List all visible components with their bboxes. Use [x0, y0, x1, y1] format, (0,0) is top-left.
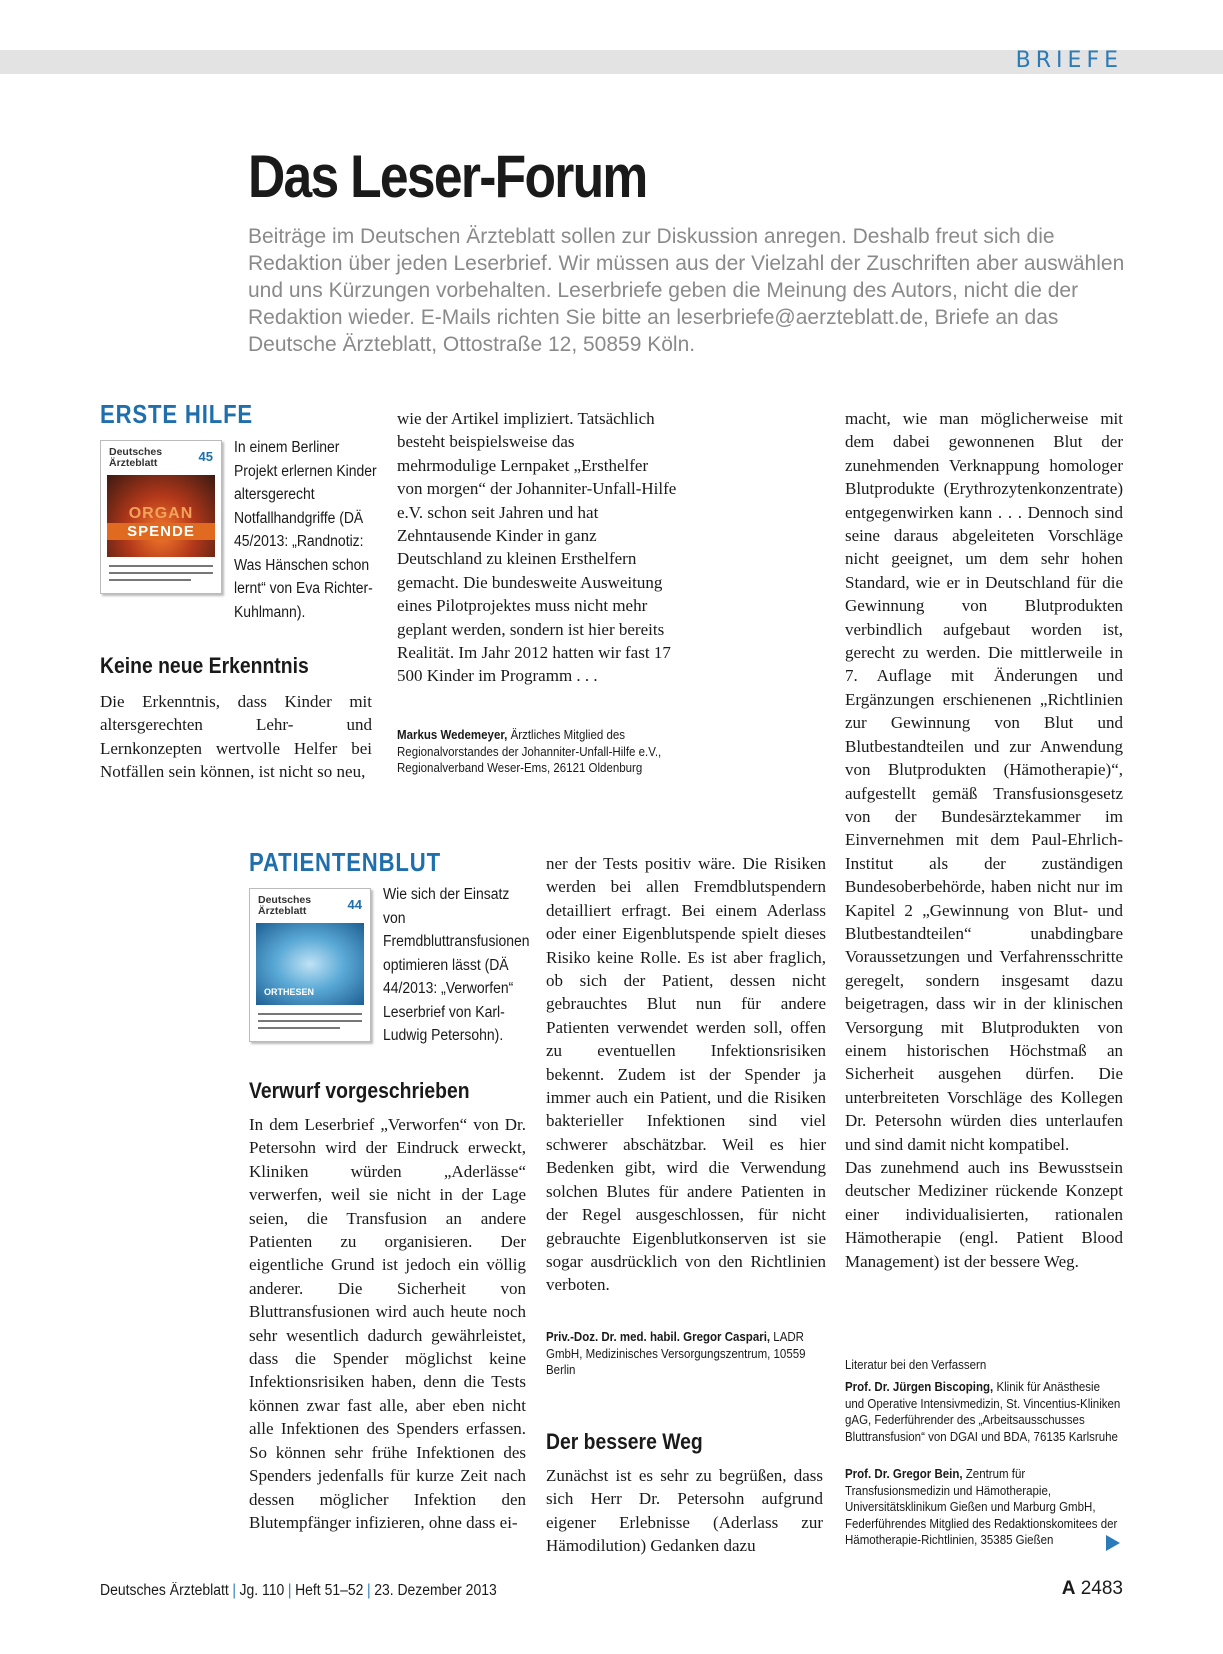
cover-word-spende: SPENDE: [107, 523, 215, 540]
cover-image: [256, 923, 364, 1005]
signature-name: Prof. Dr. Gregor Bein,: [845, 1467, 963, 1481]
signature-caspari: [546, 1329, 826, 1379]
section-label: BRIEFE: [1015, 48, 1123, 73]
literature-note-wrap: [845, 1354, 1123, 1377]
headline-verwurf-vorgeschrieben: Verwurf vorgeschrieben: [249, 1078, 470, 1103]
continue-arrow-icon: [1106, 1535, 1120, 1551]
body-verwurf-col1: [249, 1113, 526, 1534]
paragraph: wie der Artikel impliziert. Tatsächlich besteht beispielsweise das mehrmodulige Lernpaket „Ersthelfer von morgen“ der Johanniter-Unfall-Hilfe e.V. schon seit Jahren und hat Zehntausende Kinder in ganz Deutschland zu kleinen Ersthelfern gemacht. Die bundesweite Ausweitung eines Pilotprojektes muss nicht mehr geplant werden, sondern ist hier bereits Realität. Im Jahr 2012 hatten wir fast 17 500 Kinder im Programm . . .: [397, 409, 677, 686]
cover-text-line: [258, 1027, 340, 1029]
cover-thumbnail-45: [100, 440, 222, 594]
letter-verwurf-vorgeschrieben: [249, 1079, 529, 1102]
page-number: [1062, 1578, 1123, 1600]
signature-wedemeyer: [397, 727, 677, 777]
paragraph: ner der Tests positiv wäre. Die Risiken werden bei allen Fremdblutspendern detailliert erfragt. Bei einem Aderlass oder einer Eigenblutspende spielt dieses Risiko keine Rolle. Es ist aber fraglich, ob sich der Patient, dessen nicht gebrauchtes Blut nun für andere Patienten verwendet werden soll, offen zu eventuellen Infektionsrisiken bekennt. Zudem ist der Spender ja immer auch ein Patient, und die Risiken bakterieller Infektionen sind viel schwerer abschätzbar. Weil es hier Bedenken gibt, wird die Verwendung solchen Blutes für andere Patienten in der Regel ausgeschlossen, für nicht gebrauchte Eigenblutkonserven ist sie sogar ausdrücklich von den Richtlinien verboten.: [546, 854, 826, 1295]
page-title: Das Leser-Forum: [248, 143, 647, 210]
body-erste-hilfe-col1: [100, 690, 372, 784]
cover-text-line: [258, 1020, 362, 1022]
signature-name: Priv.-Doz. Dr. med. habil. Gregor Caspari,: [546, 1330, 771, 1344]
paragraph: macht, wie man möglicherweise mit dem dabei gewonnenen Blut der zunehmenden Verknappung homologer Blutprodukte (Erythrozytenkonzentrate) entgegenwirken kann . . . Dennoch sind seine daraus abgeleiteten Vorschläge nicht geeignet, um dem sehr hohen Standard, wie er in Deutschland für die Gewinnung von Blutprodukten verbindlich aufgebaut worden ist, gerecht zu werden. Die mittlerweile in 7. Auflage mit Änderungen und Ergänzungen erschienenen „Richtlinien zur Gewinnung von Blut und Blutbestandteilen und zur Anwendung von Blutprodukten (Hämotherapie)“, aufgestellt gemäß Transfusionsgesetz von der Bundesärztekammer im Einvernehmen mit dem Paul-Ehrlich-Institut als der zuständigen Bundesoberbehörde, haben nicht nur im Kapitel 2 „Gewinnung von Blut- und Blutbestandteilen“ unabdingbare Voraussetzungen und Verfahrensschritte geregelt, sondern insgesamt dazu beigetragen, dass wir in der klinischen Versorgung mit Blutprodukten von einem historischen Höchstmaß an Sicherheit ausgehen dürfen. Die unterbreiteten Vorschläge des Kollegen Dr. Petersohn würden dies unterlaufen und sind damit nicht kompatibel.: [845, 409, 1123, 1154]
body-bessere-weg-col2: [845, 407, 1123, 1273]
paragraph: In dem Leserbrief „Verworfen“ von Dr. Petersohn wird der Eindruck erweckt, Kliniken würden „Aderlässe“ verwerfen, weil sie nicht in der Lage seien, die Transfusion an andere Patienten zu organisieren. Der eigentliche Grund ist jedoch ein völlig anderer. Die Sicherheit von Bluttransfusionen wird auch heute noch sehr wesentlich dadurch gewährleistet, dass die Spender möglichst keine Infektionsrisiken haben, denn die Tests können zwar fast alle, aber eben nicht alle Infektionen des Spenders erfassen. So können sehr frühe Infektionen des Spenders jedenfalls für kurze Zeit nach dessen möglicher Infektion den Blutempfänger infizieren, ohne dass ei-: [249, 1115, 526, 1532]
cover-issue-number: 45: [198, 449, 213, 464]
cover-text-line: [109, 572, 213, 574]
signature-affiliation: Klinik für Anästhesie und Operative Intensivmedizin, St. Vincentius-Kliniken gAG, Federführender des „Arbeitsausschusses Bluttransfusion“ von DGAI und BDA, 76135 Karlsruhe: [845, 1380, 1121, 1444]
footer-divider: |: [366, 1582, 371, 1599]
erste-hilfe-section: [100, 399, 280, 429]
footer-publication: Deutsches Ärzteblatt: [100, 1582, 229, 1599]
cover-text-line: [109, 579, 191, 581]
body-erste-hilfe-col2: [397, 407, 677, 688]
signature-affiliation: Zentrum für Transfusionsmedizin und Hämotherapie, Universitätsklinikum Gießen und Marburg GmbH, Federführendes Mitglied des Redaktionskomitees der Hämotherapie-Richtlinien, 35385 Gießen: [845, 1467, 1118, 1547]
letter-keine-neue-erkenntnis: [100, 654, 370, 677]
signature-name: Markus Wedemeyer,: [397, 728, 508, 742]
headline-der-bessere-weg: Der bessere Weg: [546, 1429, 703, 1454]
footer-issue: Heft 51–52: [295, 1582, 364, 1599]
body-verwurf-col2: [546, 852, 826, 1297]
signature-bein: [845, 1466, 1123, 1549]
cover-image: [107, 475, 215, 557]
cover-text-line: [258, 1013, 362, 1015]
footer-divider: |: [232, 1582, 236, 1599]
section-title-erste-hilfe: ERSTE HILFE: [100, 399, 254, 429]
footer-citation: [100, 1582, 497, 1600]
cover-thumbnail-44: [249, 888, 371, 1042]
footer-divider: |: [287, 1582, 292, 1599]
literature-note: Literatur bei den Verfassern: [845, 1358, 987, 1372]
paragraph: Das zunehmend auch ins Bewusstsein deutscher Mediziner rückende Konzept einer individualisierten, rationalen Hämotherapie (engl. Patient Blood Management) ist der bessere Weg.: [845, 1158, 1123, 1271]
cover-magazine-name: Deutsches Ärzteblatt: [258, 894, 312, 917]
cover-word-orthesen: ORTHESEN: [264, 987, 315, 997]
teaser-patientenblut: Wie sich der Einsatz von Fremdbluttransfusionen optimieren lässt (DÄ 44/2013: „Verworfen“ Leserbrief von Karl-Ludwig Petersohn).: [383, 886, 530, 1044]
letter-der-bessere-weg: [546, 1430, 826, 1453]
teaser-patientenblut-wrap: [383, 883, 530, 1048]
headline-keine-neue-erkenntnis: Keine neue Erkenntnis: [100, 653, 309, 678]
signature-affiliation: LADR GmbH, Medizinisches Versorgungszentrum, 10559 Berlin: [546, 1330, 806, 1377]
teaser-erste-hilfe: In einem Berliner Projekt erlernen Kinder altersgerecht Notfallhandgriffe (DÄ 45/2013: „Randnotiz: Was Hänschen schon lernt“ von Eva Richter-Kuhlmann).: [234, 439, 377, 621]
footer-date: 23. Dezember 2013: [374, 1582, 497, 1599]
body-bessere-weg-col1: [546, 1464, 823, 1558]
patientenblut-section: [249, 847, 475, 877]
teaser-erste-hilfe-wrap: [234, 436, 379, 624]
signature-name: Prof. Dr. Jürgen Biscoping,: [845, 1380, 994, 1394]
signature-affiliation: Ärztliches Mitglied des Regionalvorstandes der Johanniter-Unfall-Hilfe e.V., Regionalverband Weser-Ems, 26121 Oldenburg: [397, 728, 662, 775]
cover-issue-number: 44: [347, 897, 362, 912]
footer-volume: Jg. 110: [239, 1582, 285, 1599]
paragraph: Die Erkenntnis, dass Kinder mit altersgerechten Lehr- und Lernkonzepten wertvolle Helfer bei Notfällen sein können, ist nicht so neu,: [100, 692, 372, 782]
intro-text: Beiträge im Deutschen Ärzteblatt sollen zur Diskussion anregen. Deshalb freut sich die Redaktion über jeden Leserbrief. Wir müssen aus der Vielzahl der Zuschriften aber auswählen und uns Kürzungen vorbehalten. Leserbriefe geben die Meinung des Autors, nicht die der Redaktion wieder. E-Mails richten Sie bitte an leserbriefe@aerzteblatt.de, Briefe an das Deutsche Ärzteblatt, Ottostraße 12, 50859 Köln.: [248, 225, 1125, 356]
signature-biscoping: [845, 1379, 1123, 1445]
page-number-value: 2483: [1080, 1578, 1123, 1599]
paragraph: Zunächst ist es sehr zu begrüßen, dass sich Herr Dr. Petersohn aufgrund eigener Erlebnisse (Aderlass zur Hämodilution) Gedanken dazu: [546, 1466, 823, 1556]
page-prefix: A: [1061, 1578, 1076, 1599]
cover-magazine-name: Deutsches Ärzteblatt: [109, 446, 163, 469]
cover-word-organ: ORGAN: [128, 505, 194, 522]
section-title-patientenblut: PATIENTENBLUT: [249, 847, 441, 877]
cover-text-line: [109, 565, 213, 567]
